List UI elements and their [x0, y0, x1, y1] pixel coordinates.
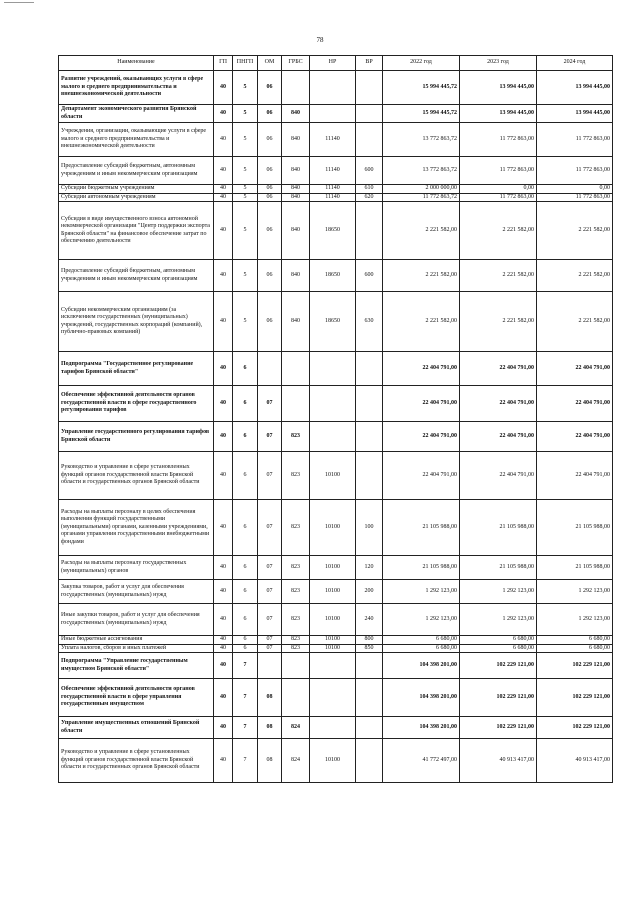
amount-cell: 1 292 123,00 [537, 604, 613, 636]
amount-cell: 22 404 791,00 [460, 352, 537, 386]
code-cell [310, 717, 356, 739]
code-cell: 10100 [310, 556, 356, 580]
amount-cell: 22 404 791,00 [537, 452, 613, 500]
code-cell: 06 [258, 105, 282, 123]
code-cell: 11140 [310, 123, 356, 157]
code-cell: 08 [258, 739, 282, 783]
amount-cell: 22 404 791,00 [537, 386, 613, 422]
code-cell: 40 [214, 352, 233, 386]
table-row [59, 717, 613, 739]
row-name-cell: Субсидии некоммерческим организациям (за исключением государственных (муниципальных) учреждений, государственных корпораций (компаний), публично-правовых компаний) [59, 292, 214, 352]
amount-cell: 6 680,00 [537, 644, 613, 653]
amount-cell: 2 221 582,00 [460, 202, 537, 260]
row-name-cell: Руководство и управление в сфере установленных функций органов государственной власти Брянской области и государственных органов Брянской области [59, 739, 214, 783]
amount-cell: 102 229 121,00 [537, 717, 613, 739]
row-name-cell: Предоставление субсидий бюджетным, автономным учреждениям и иным некоммерческим организациям [59, 260, 214, 292]
amount-cell: 15 994 445,72 [383, 105, 460, 123]
code-cell: 40 [214, 452, 233, 500]
code-cell [356, 717, 383, 739]
code-cell: 07 [258, 580, 282, 604]
code-cell: 11140 [310, 157, 356, 185]
amount-cell: 22 404 791,00 [460, 452, 537, 500]
row-name-cell: Иные закупки товаров, работ и услуг для обеспечения государственных (муниципальных) нужд [59, 604, 214, 636]
code-cell [356, 422, 383, 452]
code-cell [310, 679, 356, 717]
table-row [59, 71, 613, 105]
table-row [59, 193, 613, 202]
code-cell: 7 [233, 653, 258, 679]
code-cell: 10100 [310, 500, 356, 556]
code-cell: 620 [356, 193, 383, 202]
amount-cell: 2 221 582,00 [383, 202, 460, 260]
code-cell: 840 [282, 105, 310, 123]
amount-cell: 11 772 863,00 [460, 123, 537, 157]
code-cell: 823 [282, 500, 310, 556]
code-cell [356, 123, 383, 157]
code-cell [310, 422, 356, 452]
code-cell: 40 [214, 260, 233, 292]
amount-cell: 2 221 582,00 [537, 292, 613, 352]
column-header: ПНГП [233, 56, 258, 71]
code-cell: 840 [282, 185, 310, 194]
column-header: 2023 год [460, 56, 537, 71]
code-cell: 823 [282, 604, 310, 636]
budget-table [58, 55, 613, 783]
code-cell: 100 [356, 500, 383, 556]
code-cell: 40 [214, 386, 233, 422]
code-cell: 10100 [310, 739, 356, 783]
code-cell: 6 [233, 556, 258, 580]
code-cell: 823 [282, 452, 310, 500]
code-cell: 18650 [310, 260, 356, 292]
code-cell: 840 [282, 123, 310, 157]
code-cell: 240 [356, 604, 383, 636]
code-cell: 40 [214, 202, 233, 260]
table-row [59, 556, 613, 580]
amount-cell: 102 229 121,00 [460, 679, 537, 717]
amount-cell: 21 105 988,00 [537, 556, 613, 580]
amount-cell: 13 994 445,00 [537, 71, 613, 105]
row-name-cell: Управление государственного регулирования тарифов Брянской области [59, 422, 214, 452]
amount-cell: 1 292 123,00 [537, 580, 613, 604]
code-cell: 07 [258, 556, 282, 580]
code-cell: 6 [233, 500, 258, 556]
code-cell: 06 [258, 193, 282, 202]
table-row [59, 500, 613, 556]
code-cell: 850 [356, 644, 383, 653]
code-cell: 40 [214, 185, 233, 194]
code-cell: 5 [233, 193, 258, 202]
row-name-cell: Подпрограмма "Государственное регулирование тарифов Брянской области" [59, 352, 214, 386]
row-name-cell: Управление имущественных отношений Брянской области [59, 717, 214, 739]
code-cell: 06 [258, 123, 282, 157]
code-cell: 06 [258, 185, 282, 194]
row-name-cell: Уплата налогов, сборов и иных платежей [59, 644, 214, 653]
code-cell: 6 [233, 386, 258, 422]
column-header: ГП [214, 56, 233, 71]
code-cell: 08 [258, 717, 282, 739]
amount-cell: 2 221 582,00 [460, 292, 537, 352]
code-cell: 40 [214, 636, 233, 645]
code-cell: 200 [356, 580, 383, 604]
amount-cell: 102 229 121,00 [537, 679, 613, 717]
table-row [59, 260, 613, 292]
table-header-row [59, 56, 613, 71]
table-row [59, 644, 613, 653]
amount-cell: 13 994 445,00 [460, 71, 537, 105]
amount-cell: 6 680,00 [383, 636, 460, 645]
code-cell: 7 [233, 739, 258, 783]
table-row [59, 636, 613, 645]
code-cell: 800 [356, 636, 383, 645]
code-cell: 5 [233, 105, 258, 123]
amount-cell: 2 221 582,00 [383, 260, 460, 292]
amount-cell: 1 292 123,00 [383, 604, 460, 636]
code-cell: 824 [282, 717, 310, 739]
code-cell: 07 [258, 422, 282, 452]
amount-cell: 13 994 445,00 [460, 105, 537, 123]
code-cell: 40 [214, 644, 233, 653]
amount-cell: 0,00 [537, 185, 613, 194]
code-cell: 40 [214, 422, 233, 452]
code-cell: 5 [233, 185, 258, 194]
column-header: ВР [356, 56, 383, 71]
amount-cell: 22 404 791,00 [460, 422, 537, 452]
code-cell: 823 [282, 556, 310, 580]
table-row [59, 653, 613, 679]
row-name-cell: Руководство и управление в сфере установленных функций органов государственной власти Брянской области и государственных органов Брянской области [59, 452, 214, 500]
row-name-cell: Обеспечение эффективной деятельности органов государственной власти в сфере управления государственным имуществом [59, 679, 214, 717]
code-cell: 600 [356, 260, 383, 292]
code-cell [282, 653, 310, 679]
code-cell: 40 [214, 653, 233, 679]
row-name-cell: Обеспечение эффективной деятельности органов государственной власти в сфере государственного регулирования тарифов [59, 386, 214, 422]
row-name-cell: Субсидия в виде имущественного взноса автономной некоммерческой организации "Центр поддержки экспорта Брянской области" на финансовое обеспечение затрат по обеспечению деятельности [59, 202, 214, 260]
amount-cell: 22 404 791,00 [537, 352, 613, 386]
amount-cell: 104 398 201,00 [383, 679, 460, 717]
code-cell: 06 [258, 71, 282, 105]
amount-cell: 1 292 123,00 [383, 580, 460, 604]
table-row [59, 386, 613, 422]
column-header: 2024 год [537, 56, 613, 71]
code-cell: 840 [282, 292, 310, 352]
code-cell: 6 [233, 636, 258, 645]
code-cell [282, 386, 310, 422]
table-row [59, 739, 613, 783]
code-cell [282, 71, 310, 105]
column-header: НР [310, 56, 356, 71]
amount-cell: 22 404 791,00 [383, 422, 460, 452]
amount-cell: 6 680,00 [460, 644, 537, 653]
table-row [59, 157, 613, 185]
row-name-cell: Развитие учреждений, оказывающих услуги в сфере малого и среднего предпринимательства и внешнеэкономической деятельности [59, 71, 214, 105]
amount-cell: 40 913 417,00 [460, 739, 537, 783]
table-row [59, 580, 613, 604]
scan-edge-mark [4, 2, 34, 3]
amount-cell: 40 913 417,00 [537, 739, 613, 783]
row-name-cell: Подпрограмма "Управление государственным имуществом Брянской области" [59, 653, 214, 679]
code-cell: 06 [258, 157, 282, 185]
row-name-cell: Субсидии бюджетным учреждениям [59, 185, 214, 194]
code-cell: 6 [233, 604, 258, 636]
table-row [59, 452, 613, 500]
code-cell [310, 653, 356, 679]
amount-cell: 11 772 863,00 [537, 123, 613, 157]
code-cell: 40 [214, 105, 233, 123]
code-cell [310, 71, 356, 105]
code-cell [356, 352, 383, 386]
code-cell: 600 [356, 157, 383, 185]
code-cell: 07 [258, 636, 282, 645]
amount-cell: 22 404 791,00 [383, 452, 460, 500]
table-row [59, 604, 613, 636]
code-cell: 5 [233, 202, 258, 260]
amount-cell: 0,00 [460, 185, 537, 194]
row-name-cell: Учреждения, организации, оказывающие услуги в сфере малого и среднего предпринимательства и внешнеэкономической деятельности [59, 123, 214, 157]
amount-cell: 11 772 863,00 [460, 157, 537, 185]
table-row [59, 292, 613, 352]
code-cell: 823 [282, 636, 310, 645]
row-name-cell: Субсидии автономным учреждениям [59, 193, 214, 202]
code-cell [356, 202, 383, 260]
code-cell: 40 [214, 292, 233, 352]
amount-cell: 1 292 123,00 [460, 580, 537, 604]
amount-cell: 2 221 582,00 [460, 260, 537, 292]
amount-cell: 104 398 201,00 [383, 653, 460, 679]
code-cell [282, 679, 310, 717]
column-header: 2022 год [383, 56, 460, 71]
amount-cell: 102 229 121,00 [460, 653, 537, 679]
code-cell: 10100 [310, 452, 356, 500]
amount-cell: 21 105 988,00 [537, 500, 613, 556]
code-cell [310, 352, 356, 386]
code-cell: 10100 [310, 636, 356, 645]
code-cell [356, 653, 383, 679]
amount-cell: 11 772 863,00 [537, 157, 613, 185]
code-cell: 840 [282, 260, 310, 292]
amount-cell: 2 000 000,00 [383, 185, 460, 194]
code-cell: 07 [258, 452, 282, 500]
code-cell: 06 [258, 260, 282, 292]
code-cell [356, 71, 383, 105]
table-row [59, 679, 613, 717]
amount-cell: 102 229 121,00 [460, 717, 537, 739]
code-cell [356, 679, 383, 717]
code-cell: 840 [282, 202, 310, 260]
amount-cell: 6 680,00 [383, 644, 460, 653]
code-cell [258, 653, 282, 679]
amount-cell: 21 105 988,00 [383, 500, 460, 556]
amount-cell: 2 221 582,00 [537, 202, 613, 260]
code-cell: 6 [233, 644, 258, 653]
code-cell [258, 352, 282, 386]
amount-cell: 6 680,00 [460, 636, 537, 645]
amount-cell: 102 229 121,00 [537, 653, 613, 679]
code-cell: 120 [356, 556, 383, 580]
code-cell: 40 [214, 500, 233, 556]
code-cell: 823 [282, 580, 310, 604]
code-cell: 40 [214, 604, 233, 636]
code-cell: 5 [233, 157, 258, 185]
code-cell: 40 [214, 556, 233, 580]
amount-cell: 22 404 791,00 [460, 386, 537, 422]
code-cell: 40 [214, 580, 233, 604]
code-cell: 06 [258, 292, 282, 352]
amount-cell: 13 772 863,72 [383, 157, 460, 185]
code-cell: 840 [282, 193, 310, 202]
column-header: Наименование [59, 56, 214, 71]
code-cell: 6 [233, 580, 258, 604]
code-cell: 823 [282, 422, 310, 452]
amount-cell: 22 404 791,00 [383, 386, 460, 422]
code-cell: 40 [214, 739, 233, 783]
amount-cell: 11 772 863,72 [383, 193, 460, 202]
code-cell: 40 [214, 157, 233, 185]
amount-cell: 21 105 988,00 [460, 556, 537, 580]
code-cell: 40 [214, 193, 233, 202]
table-row [59, 185, 613, 194]
code-cell: 824 [282, 739, 310, 783]
code-cell [356, 739, 383, 783]
table-row [59, 352, 613, 386]
code-cell: 823 [282, 644, 310, 653]
code-cell: 08 [258, 679, 282, 717]
row-name-cell: Расходы на выплаты персоналу в целях обеспечения выполнения функций государственными (муниципальными) органами, казенными учреждениями, органами управления государственными внебюджетными фондами [59, 500, 214, 556]
code-cell: 40 [214, 71, 233, 105]
code-cell [282, 352, 310, 386]
table-row [59, 105, 613, 123]
code-cell: 40 [214, 123, 233, 157]
amount-cell: 2 221 582,00 [537, 260, 613, 292]
amount-cell: 11 772 863,00 [460, 193, 537, 202]
column-header: ГРБС [282, 56, 310, 71]
table-row [59, 202, 613, 260]
code-cell [310, 386, 356, 422]
amount-cell: 41 772 497,00 [383, 739, 460, 783]
code-cell: 11140 [310, 185, 356, 194]
code-cell: 5 [233, 260, 258, 292]
amount-cell: 13 772 863,72 [383, 123, 460, 157]
amount-cell: 1 292 123,00 [460, 604, 537, 636]
code-cell: 5 [233, 123, 258, 157]
row-name-cell: Расходы на выплаты персоналу государственных (муниципальных) органов [59, 556, 214, 580]
code-cell: 07 [258, 500, 282, 556]
code-cell: 10100 [310, 644, 356, 653]
amount-cell: 22 404 791,00 [537, 422, 613, 452]
amount-cell: 2 221 582,00 [383, 292, 460, 352]
code-cell: 840 [282, 157, 310, 185]
code-cell: 7 [233, 717, 258, 739]
code-cell: 18650 [310, 202, 356, 260]
code-cell: 6 [233, 352, 258, 386]
code-cell: 18650 [310, 292, 356, 352]
code-cell: 10100 [310, 580, 356, 604]
code-cell: 40 [214, 679, 233, 717]
table-row [59, 422, 613, 452]
code-cell: 5 [233, 71, 258, 105]
code-cell [356, 452, 383, 500]
amount-cell: 11 772 863,00 [537, 193, 613, 202]
amount-cell: 104 398 201,00 [383, 717, 460, 739]
code-cell: 630 [356, 292, 383, 352]
page-number: 78 [316, 36, 324, 44]
amount-cell: 6 680,00 [537, 636, 613, 645]
code-cell: 06 [258, 202, 282, 260]
code-cell: 07 [258, 604, 282, 636]
row-name-cell: Департамент экономического развития Брянской области [59, 105, 214, 123]
table-row [59, 123, 613, 157]
code-cell: 6 [233, 452, 258, 500]
amount-cell: 21 105 988,00 [383, 556, 460, 580]
amount-cell: 21 105 988,00 [460, 500, 537, 556]
row-name-cell: Закупка товаров, работ и услуг для обеспечения государственных (муниципальных) нужд [59, 580, 214, 604]
code-cell: 07 [258, 386, 282, 422]
code-cell: 610 [356, 185, 383, 194]
code-cell: 7 [233, 679, 258, 717]
row-name-cell: Предоставление субсидий бюджетным, автономным учреждениям и иным некоммерческим организациям [59, 157, 214, 185]
amount-cell: 13 994 445,00 [537, 105, 613, 123]
code-cell: 5 [233, 292, 258, 352]
code-cell [310, 105, 356, 123]
code-cell: 07 [258, 644, 282, 653]
code-cell [356, 105, 383, 123]
code-cell: 11140 [310, 193, 356, 202]
amount-cell: 22 404 791,00 [383, 352, 460, 386]
row-name-cell: Иные бюджетные ассигнования [59, 636, 214, 645]
code-cell: 10100 [310, 604, 356, 636]
amount-cell: 15 994 445,72 [383, 71, 460, 105]
code-cell [356, 386, 383, 422]
column-header: ОМ [258, 56, 282, 71]
code-cell: 40 [214, 717, 233, 739]
code-cell: 6 [233, 422, 258, 452]
